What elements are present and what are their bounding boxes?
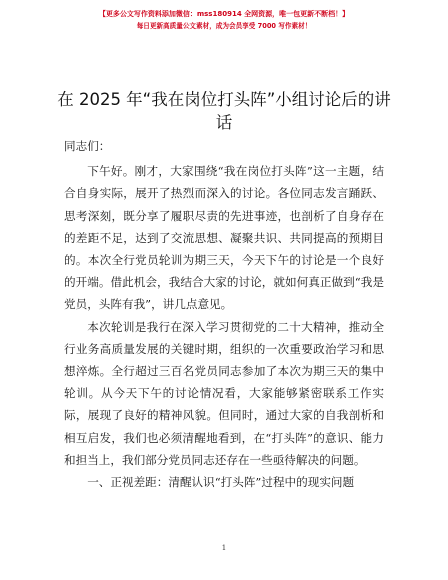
document-body: [64, 135, 384, 493]
paragraph-1: 下午好。刚才，大家围绕“我在岗位打头阵”这一主题，结合自身实际，展开了热烈而深入的讨论。各位同志发言踊跃、思考深刻，既分享了履职尽责的先进事迹，也剖析了自身存在的差距不足，达到了交流思想、凝聚共识、共同提高的预期目的。本次全行党员轮训为期三天，今天下午的讨论是一个良好的开端。借此机会，我结合大家的讨论，就如何真正做到“我是党员，头阵有我”，讲几点意见。: [64, 164, 384, 312]
salutation: 同志们：: [64, 139, 111, 153]
document-title: 在 2025 年“我在岗位打头阵”小组讨论后的讲话: [57, 90, 391, 132]
section-heading-1: 一、正视差距：清醒认识“打头阵”过程中的现实问题: [87, 475, 355, 490]
promo-banner-line-2: 每日更新高质量公文素材，成为会员享受 7000 写作素材！: [136, 22, 312, 30]
promo-banner-line-1: 【更多公文写作资料添加微信：mss180914 全网资源，唯一包更新不断档！】: [98, 10, 350, 18]
page-number: 1: [221, 544, 227, 552]
paragraph-2: 本次轮训是我行在深入学习贯彻党的二十大精神，推动全行业务高质量发展的关键时期，组织的一次重要政治学习和思想淬炼。全行超过三百名党员同志参加了本次为期三天的集中轮训。从今天下午的讨论情况看，大家能够紧密联系工作实际，展现了良好的精神风貌。但同时，通过大家的自我剖析和相互启发，我们也必须清醒地看到，在“打头阵”的意识、能力和担当上，我们部分党员同志还存在一些亟待解决的问题。: [64, 319, 384, 467]
